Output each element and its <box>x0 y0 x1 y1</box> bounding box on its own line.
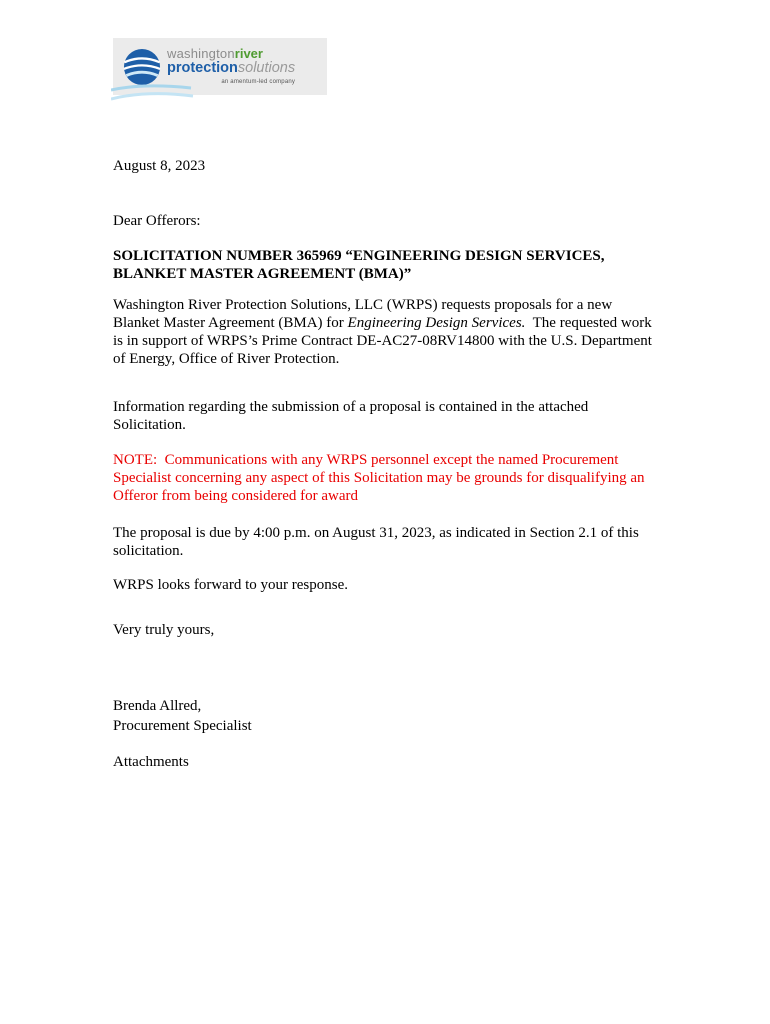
salutation: Dear Offerors: <box>113 213 201 229</box>
logo-word-washington: washington <box>167 46 235 62</box>
paragraph-request-italic: Engineering Design Services. <box>347 315 526 331</box>
logo-wave-icon <box>111 83 195 105</box>
paragraph-request <box>113 296 659 368</box>
logo-line1 <box>167 47 295 61</box>
logo-word-solutions: solutions <box>237 60 296 77</box>
paragraph-due-date: The proposal is due by 4:00 p.m. on August 31, 2023, as indicated in Section 2.1 of this solicitation. <box>113 525 643 559</box>
attachments-label: Attachments <box>113 754 189 770</box>
logo-word-river: river <box>234 46 263 62</box>
paragraph-request-text-1: Washington River Protection Solutions, LLC (WRPS) requests proposals for a new Blanket Master Agreement (BMA) for <box>113 297 616 331</box>
wrps-globe-icon <box>123 48 161 86</box>
letter-body <box>113 157 659 771</box>
paragraph-note-warning: NOTE: Communications with any WRPS personnel except the named Procurement Specialist concerning any aspect of this Solicitation may be grounds for disqualifying an Offeror from being considered for award <box>113 452 649 504</box>
closing: Very truly yours, <box>113 622 215 638</box>
wrps-logo-text <box>167 47 295 85</box>
paragraph-request-text-2: The requested work is in support of WRPS’s Prime Contract DE-AC27-08RV14800 with the U.S. Department of Energy, Office of River Protection. <box>113 315 656 367</box>
paragraph-submission-info: Information regarding the submission of a proposal is contained in the attached Solicitation. <box>113 399 593 433</box>
subject-line-1: SOLICITATION NUMBER 365969 “ENGINEERING DESIGN SERVICES, <box>113 248 605 264</box>
signature-name: Brenda Allred, <box>113 698 202 714</box>
logo-tagline: an amentum-led company <box>221 79 296 86</box>
letter-date: August 8, 2023 <box>113 158 206 174</box>
wrps-logo <box>113 38 327 95</box>
subject-line <box>113 247 659 283</box>
logo-word-protection: protection <box>167 60 238 77</box>
signature-title: Procurement Specialist <box>113 718 252 734</box>
subject-line-2: BLANKET MASTER AGREEMENT (BMA)” <box>113 266 412 282</box>
paragraph-looks-forward: WRPS looks forward to your response. <box>113 577 348 593</box>
logo-line2 <box>167 61 295 76</box>
